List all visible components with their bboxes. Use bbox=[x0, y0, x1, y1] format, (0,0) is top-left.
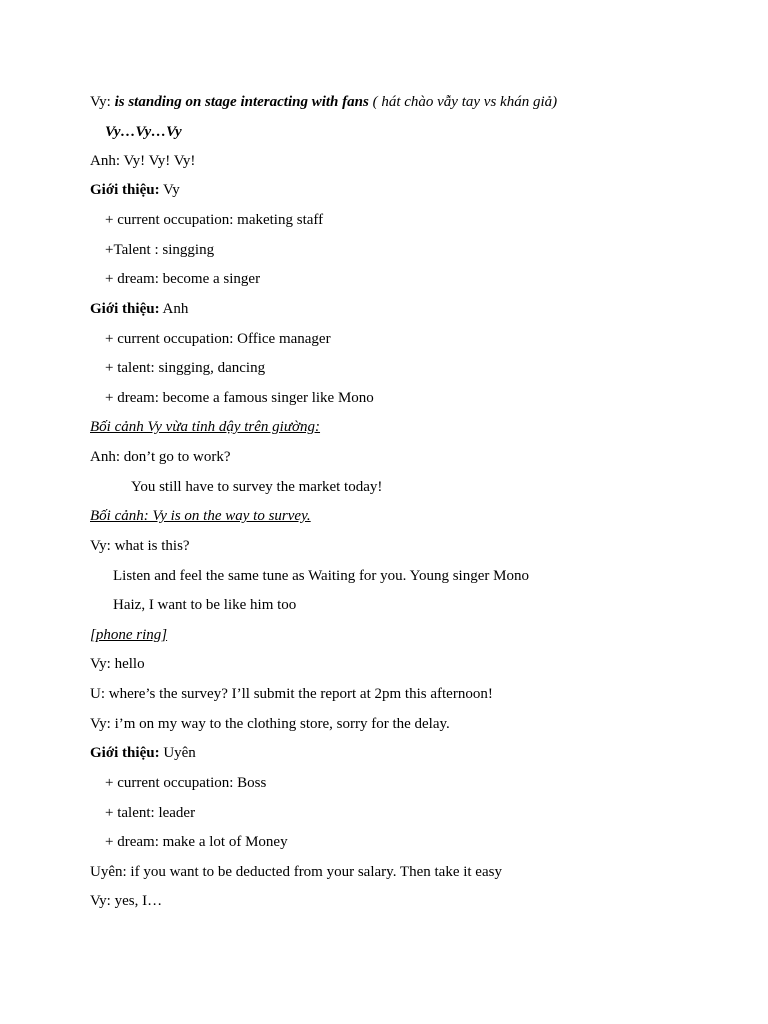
sound-cue: [phone ring] bbox=[90, 627, 168, 643]
dialogue-line: U: where’s the survey? I’ll submit the report at 2pm this afternoon! bbox=[90, 686, 493, 702]
dialogue-line: You still have to survey the market today! bbox=[131, 479, 383, 495]
intro-item: + current occupation: maketing staff bbox=[105, 212, 324, 228]
intro-label: Giới thiệu: bbox=[90, 182, 160, 198]
intro-name: Anh bbox=[162, 301, 189, 317]
stage-direction-line bbox=[90, 92, 557, 112]
intro-label: Giới thiệu: bbox=[90, 301, 160, 317]
dialogue-line: Vy: yes, I… bbox=[90, 893, 163, 909]
intro-item: + dream: become a famous singer like Mono bbox=[105, 390, 374, 406]
dialogue-line: Haiz, I want to be like him too bbox=[113, 597, 297, 613]
intro-uyen-heading bbox=[90, 743, 196, 763]
dialogue-line: Anh: don’t go to work? bbox=[90, 449, 231, 465]
stage-note: ( hát chào vẫy tay vs khán giả) bbox=[372, 94, 558, 110]
intro-item: +Talent : singging bbox=[105, 242, 215, 258]
dialogue-line: Vy: i’m on my way to the clothing store, sorry for the delay. bbox=[90, 716, 450, 732]
fan-chant: Vy…Vy…Vy bbox=[105, 124, 182, 140]
dialogue-line: Uyên: if you want to be deducted from your salary. Then take it easy bbox=[90, 864, 502, 880]
intro-item: + talent: singging, dancing bbox=[105, 360, 266, 376]
intro-anh-heading bbox=[90, 299, 188, 319]
dialogue-line: Listen and feel the same tune as Waiting for you. Young singer Mono bbox=[113, 568, 529, 584]
intro-item: + dream: become a singer bbox=[105, 271, 261, 287]
scene-heading: Bối cảnh Vy vừa tỉnh dậy trên giường: bbox=[90, 419, 321, 435]
stage-action: is standing on stage interacting with fans bbox=[114, 94, 369, 110]
intro-item: + current occupation: Office manager bbox=[105, 331, 331, 347]
dialogue-line: Vy: what is this? bbox=[90, 538, 190, 554]
dialogue-line: Anh: Vy! Vy! Vy! bbox=[90, 153, 196, 169]
intro-vy-heading bbox=[90, 180, 180, 200]
intro-name: Vy bbox=[163, 182, 180, 198]
intro-label: Giới thiệu: bbox=[90, 745, 160, 761]
dialogue-line: Vy: hello bbox=[90, 656, 145, 672]
intro-item: + talent: leader bbox=[105, 805, 196, 821]
intro-name: Uyên bbox=[163, 745, 196, 761]
intro-item: + current occupation: Boss bbox=[105, 775, 267, 791]
intro-item: + dream: make a lot of Money bbox=[105, 834, 288, 850]
speaker-vy: Vy: bbox=[90, 94, 111, 110]
scene-heading: Bối cảnh: Vy is on the way to survey. bbox=[90, 508, 311, 524]
